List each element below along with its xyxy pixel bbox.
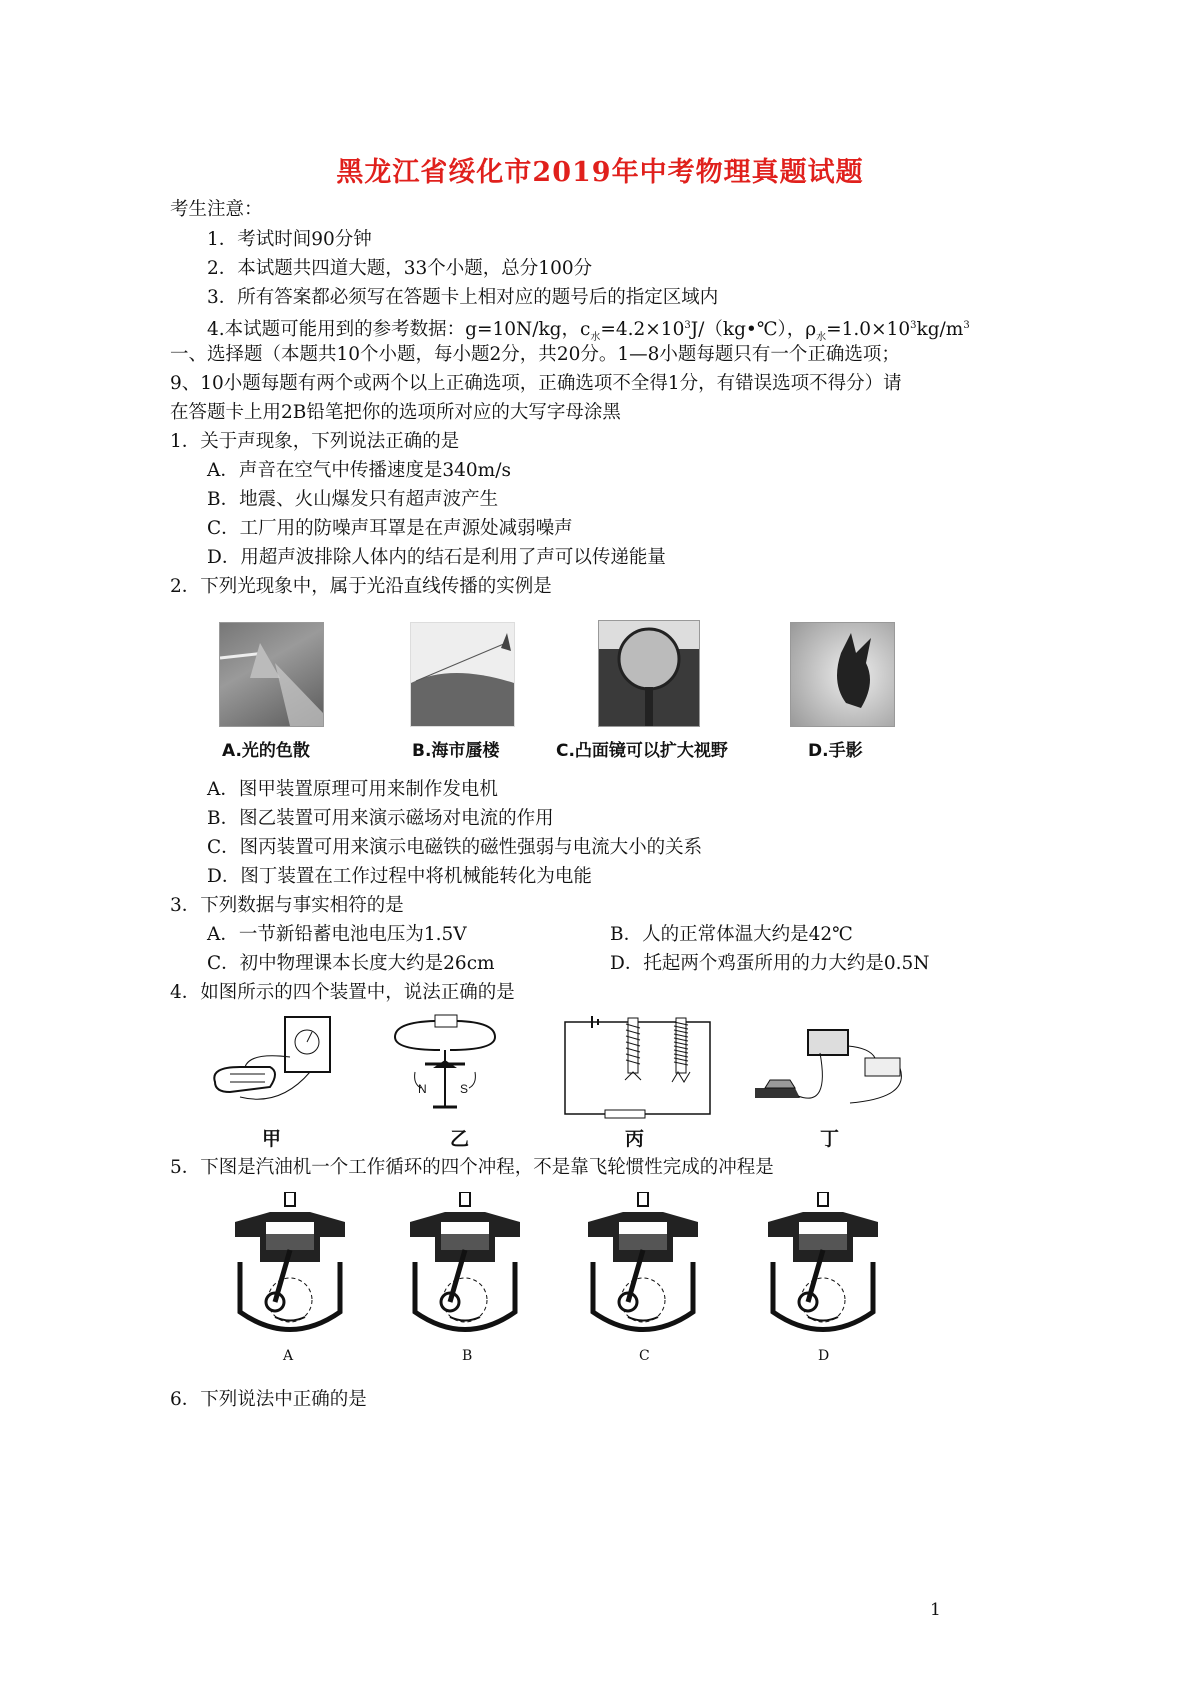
q1-option-c: C．工厂用的防噪声耳罩是在声源处减弱噪声 — [207, 518, 573, 539]
oersted-diagram-yi — [385, 1012, 505, 1112]
q3-stem: 3．下列数据与事实相符的是 — [170, 895, 404, 916]
q5-stem: 5．下图是汽油机一个工作循环的四个冲程，不是靠飞轮惯性完成的冲程是 — [170, 1157, 774, 1178]
pole-n-label: N — [418, 1082, 427, 1096]
notice-item-1: 1．考试时间90分钟 — [207, 229, 372, 250]
q6-stem: 6．下列说法中正确的是 — [170, 1389, 367, 1410]
motor-device-diagram-ding — [750, 1018, 910, 1118]
q1-option-d: D．用超声波排除人体内的结石是利用了声可以传递能量 — [207, 547, 666, 568]
notice-item-2: 2．本试题共四道大题，33个小题，总分100分 — [207, 258, 593, 279]
engine-stroke-b-diagram — [405, 1192, 525, 1342]
q5-label-a: A — [283, 1348, 294, 1364]
convex-mirror-image — [598, 620, 700, 727]
q2-option-a: A．图甲装置原理可用来制作发电机 — [207, 779, 498, 800]
notice-item-3: 3．所有答案都必须写在答题卡上相对应的题号后的指定区域内 — [207, 287, 719, 308]
q5-label-d: D — [818, 1348, 830, 1364]
generator-diagram-jia — [200, 1012, 340, 1112]
q3-option-c: C．初中物理课本长度大约是26cm — [207, 953, 495, 974]
q2-stem: 2．下列光现象中，属于光沿直线传播的实例是 — [170, 576, 552, 597]
notice-heading: 考生注意： — [170, 199, 263, 220]
page-number: 1 — [930, 1600, 941, 1620]
section1-line-2: 9、10小题每题有两个或两个以上正确选项，正确选项不全得1分，有错误选项不得分）请 — [170, 373, 902, 394]
hand-shadow-image — [790, 622, 895, 727]
q2-caption-b: B.海市蜃楼 — [412, 741, 500, 761]
q4-label-jia: 甲 — [262, 1128, 282, 1150]
q1-option-b: B．地震、火山爆发只有超声波产生 — [207, 489, 499, 510]
q2-caption-c: C.凸面镜可以扩大视野 — [556, 741, 728, 761]
q3-option-a: A．一节新铅蓄电池电压为1.5V — [207, 924, 467, 945]
q4-label-yi: 乙 — [450, 1128, 470, 1150]
q2-option-b: B．图乙装置可用来演示磁场对电流的作用 — [207, 808, 554, 829]
engine-stroke-a-diagram — [230, 1192, 350, 1342]
pole-s-label: S — [460, 1082, 469, 1096]
q3-option-b: B．人的正常体温大约是42℃ — [610, 924, 853, 945]
q4-label-bing: 丙 — [625, 1128, 645, 1150]
q2-caption-d: D.手影 — [808, 741, 863, 761]
notice-item-4: 4.本试题可能用到的参考数据：g=10N/kg，$c_水=4.2\times 10^3J/(kg•℃)$，$\rho_水=1.0\times 10^3kg/m^3$ — [207, 319, 970, 343]
q1-option-a: A．声音在空气中传播速度是340m/s — [207, 460, 511, 481]
q2-option-c: C．图丙装置可用来演示电磁铁的磁性强弱与电流大小的关系 — [207, 837, 703, 858]
q2-caption-a: A.光的色散 — [222, 741, 310, 761]
q4-label-ding: 丁 — [820, 1128, 840, 1150]
q4-stem: 4．如图所示的四个装置中，说法正确的是 — [170, 982, 515, 1003]
q3-option-d: D．托起两个鸡蛋所用的力大约是0.5N — [610, 953, 930, 974]
mirage-image — [410, 622, 515, 727]
section1-line-1: 一、选择题（本题共10个小题，每小题2分，共20分。1—8小题每题只有一个正确选项； — [170, 344, 900, 365]
section1-line-3: 在答题卡上用2B铅笔把你的选项所对应的大写字母涂黑 — [170, 402, 621, 423]
q1-stem: 1．关于声现象，下列说法正确的是 — [170, 431, 460, 452]
prism-dispersion-image — [219, 622, 324, 727]
q5-label-c: C — [639, 1348, 650, 1364]
q5-label-b: B — [462, 1348, 473, 1364]
q2-option-d: D．图丁装置在工作过程中将机械能转化为电能 — [207, 866, 592, 887]
page-title: 黑龙江省绥化市2019年中考物理真题试题 — [336, 157, 864, 188]
electromagnet-circuit-diagram-bing — [560, 1010, 720, 1120]
engine-stroke-d-diagram — [763, 1192, 883, 1342]
engine-stroke-c-diagram — [583, 1192, 703, 1342]
